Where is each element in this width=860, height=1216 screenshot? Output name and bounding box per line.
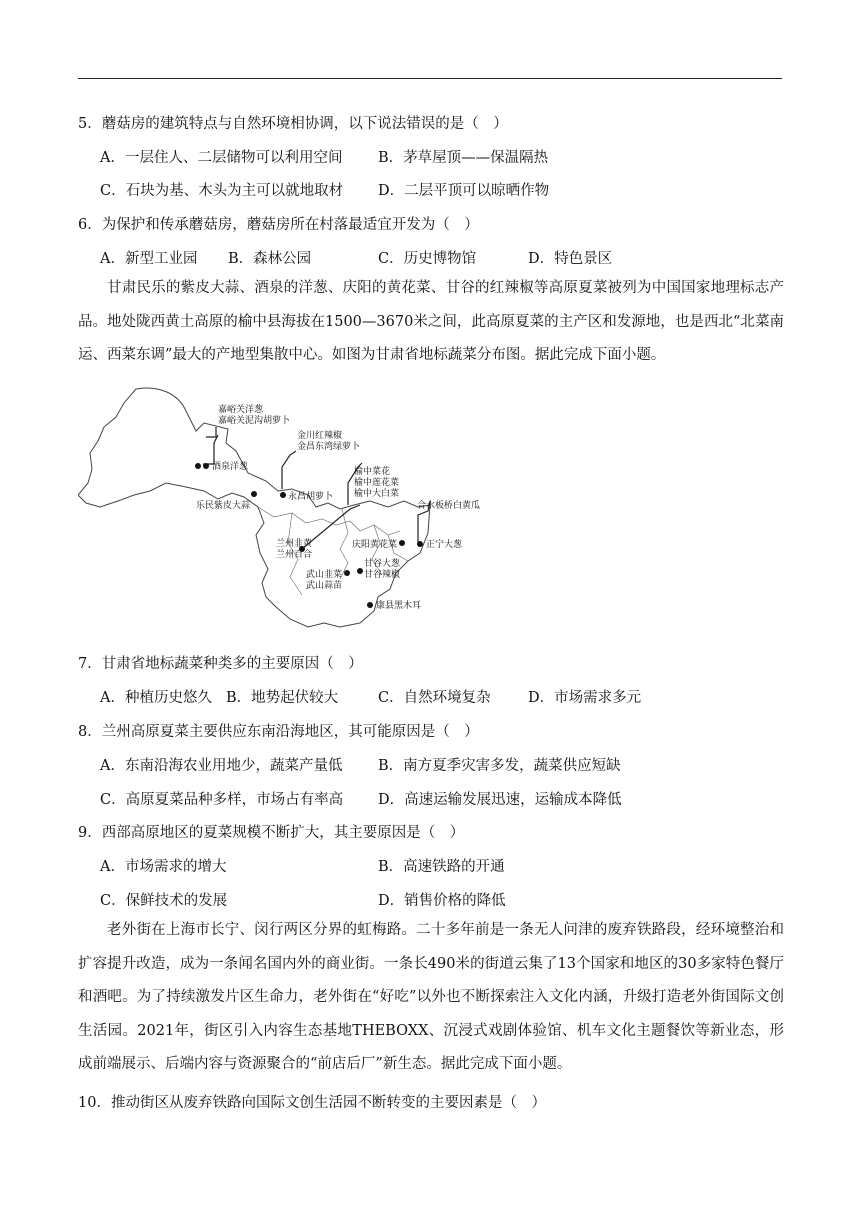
question-6-option-c: C．历史博物馆 [378, 251, 477, 267]
label-kangxian-fungus: 康县黑木耳 [376, 601, 422, 611]
question-7-option-d: D．市场需求多元 [528, 690, 642, 706]
question-8-option-b: B．南方夏季灾害多发，蔬菜供应短缺 [378, 758, 621, 774]
question-5-option-b: B．茅草屋顶——保温隔热 [378, 150, 549, 166]
dot-wushan [344, 570, 350, 576]
dot-qingyang [399, 540, 405, 546]
question-6-option-d: D．特色景区 [528, 251, 613, 267]
question-9-option-d: D．销售价格的降低 [378, 893, 506, 909]
dot-kangxian [367, 602, 373, 608]
question-6-option-b: B．森林公园 [228, 251, 312, 267]
label-yongchang-carrot: 永昌胡萝卜 [288, 492, 334, 502]
question-7-option-c: C．自然环境复杂 [378, 690, 491, 706]
question-9-option-c: C．保鲜技术的发展 [100, 893, 228, 909]
question-9-stem: 9．西部高原地区的夏菜规模不断扩大，其主要原因是（ ） [78, 825, 465, 841]
question-8-option-c: C．高原夏菜品种多样，市场占有率高 [100, 792, 344, 808]
dot-gangu [357, 568, 363, 574]
dot-jiuquan [195, 463, 201, 469]
label-jiayuguan-carrot: 嘉峪关泥沟胡萝卜 [218, 416, 291, 426]
question-7-stem: 7．甘肃省地标蔬菜种类多的主要原因（ ） [78, 656, 363, 672]
question-10-stem: 10．推动街区从废弃铁路向国际文创生活园不断转变的主要因素是（ ） [78, 1095, 546, 1111]
question-5-option-c: C．石块为基、木头为主可以就地取材 [100, 183, 344, 199]
question-6-stem: 6．为保护和传承蘑菇房，蘑菇房所在村落最适宜开发为（ ） [78, 217, 479, 233]
label-yuzhong-cabbage: 榆中莲花菜 [354, 478, 400, 488]
question-8-option-a: A．东南沿海农业用地少，蔬菜产量低 [100, 758, 343, 774]
label-jinchang-radish: 金昌东湾绿萝卜 [297, 442, 361, 452]
question-9-option-b: B．高速铁路的开通 [378, 859, 505, 875]
dot-jiuquan-2 [203, 463, 209, 469]
question-6-option-a: A．新型工业园 [100, 251, 198, 267]
question-7-option-b: B．地势起伏较大 [226, 690, 339, 706]
question-5-option-d: D．二层平顶可以晾晒作物 [378, 183, 550, 199]
question-9-option-a: A．市场需求的增大 [100, 859, 227, 875]
label-gangu-pepper: 甘谷辣椒 [364, 570, 401, 580]
passage-gansu-vegetables [78, 272, 784, 373]
label-yuzhong-chinese-cabbage: 榆中大白菜 [354, 489, 400, 499]
label-gangu-scallion: 甘谷大葱 [364, 559, 401, 569]
dot-zhengning [417, 541, 423, 547]
passage-1-text: 甘肃民乐的紫皮大蒜、酒泉的洋葱、庆阳的黄花菜、甘谷的红辣椒等高原夏菜被列为中国国家地理标志产品。地处陇西黄土高原的榆中县海拔在1500—3670米之间，此高原夏菜的主产区和发源地，也是西北“北菜南运、西菜东调”最大的产地型集散中心。如图为甘肃省地标蔬菜分布图。据此完成下面小题。 [78, 280, 784, 364]
question-8-option-d: D．高速运输发展迅速，运输成本降低 [378, 792, 622, 808]
label-yuzhong-cauliflower: 榆中菜花 [354, 467, 391, 477]
label-lanzhou-lily: 兰州百合 [276, 550, 313, 560]
label-jiayuguan-onion: 嘉峪关洋葱 [218, 405, 264, 415]
header-rule [78, 78, 782, 79]
question-5-option-a: A．一层住人、二层储物可以利用空间 [100, 150, 343, 166]
label-jiuquan-onion: 酒泉洋葱 [212, 462, 249, 472]
dot-minle [251, 491, 257, 497]
label-qingyang-daylily: 庆阳黄花菜 [352, 540, 398, 550]
label-minle-garlic: 乐民紫皮大蒜 [196, 501, 251, 511]
gansu-vegetable-map [78, 383, 508, 633]
label-wushan-garlic-sprout: 武山蒜苗 [306, 581, 343, 591]
dot-yongchang [280, 492, 286, 498]
label-zhengning-scallion: 正宁大葱 [426, 540, 463, 550]
label-lanzhou-chives: 兰州韭黄 [276, 539, 313, 549]
passage-2-text: 老外街在上海市长宁、闵行两区分界的虹梅路。二十多年前是一条无人问津的废弃铁路段，经环境整治和扩容提升改造，成为一条闻名国内外的商业街。一条长490米的街道云集了13个国家和地区的30多家特色餐厅和酒吧。为了持续激发片区生命力，老外街在“好吃”以外也不断探索注入文化内涵，升级打造老外街国际文创生活园。2021年，街区引入内容生态基地THEBOXX、沉浸式戏剧体验馆、机车文化主题餐饮等新业态，形成前端展示、后端内容与资源聚合的“前店后厂”新生态。据此完成下面小题。 [78, 922, 784, 1073]
label-jinchuan-pepper: 金川红辣椒 [297, 431, 343, 441]
passage-laowai-street [78, 914, 784, 1082]
question-5-stem: 5．蘑菇房的建筑特点与自然环境相协调，以下说法错误的是（ ） [78, 116, 508, 132]
question-7-option-a: A．种植历史悠久 [100, 690, 212, 706]
question-8-stem: 8．兰州高原夏菜主要供应东南沿海地区，其可能原因是（ ） [78, 724, 479, 740]
label-wushan-chives: 武山韭菜 [306, 570, 343, 580]
label-heshui-cucumber: 合水板桥白黄瓜 [417, 501, 481, 511]
